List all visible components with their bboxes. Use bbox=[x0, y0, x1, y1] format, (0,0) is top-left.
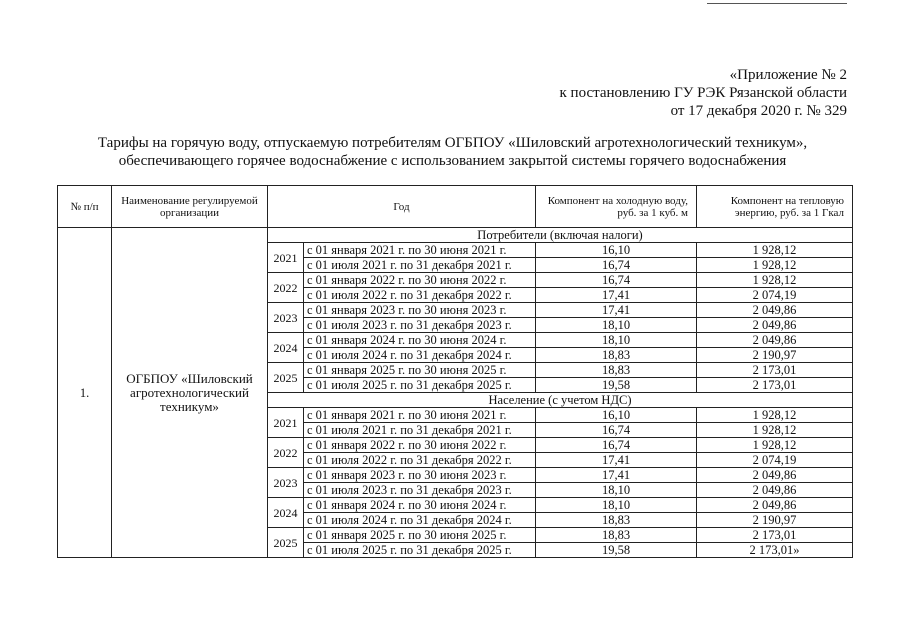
heat-energy-cell: 2 173,01 bbox=[697, 528, 853, 543]
period-cell: с 01 января 2024 г. по 30 июня 2024 г. bbox=[304, 333, 536, 348]
heat-energy-cell: 2 074,19 bbox=[697, 288, 853, 303]
cold-water-cell: 18,83 bbox=[536, 363, 697, 378]
cold-water-cell: 17,41 bbox=[536, 303, 697, 318]
cold-water-cell: 18,83 bbox=[536, 528, 697, 543]
period-cell: с 01 июля 2021 г. по 31 декабря 2021 г. bbox=[304, 258, 536, 273]
heat-energy-cell: 2 049,86 bbox=[697, 303, 853, 318]
heat-energy-cell: 2 049,86 bbox=[697, 468, 853, 483]
cold-water-cell: 16,10 bbox=[536, 408, 697, 423]
period-cell: с 01 января 2023 г. по 30 июня 2023 г. bbox=[304, 303, 536, 318]
year-cell: 2021 bbox=[268, 408, 304, 438]
appendix-line-2: к постановлению ГУ РЭК Рязанской области bbox=[559, 85, 847, 101]
period-cell: с 01 июля 2025 г. по 31 декабря 2025 г. bbox=[304, 378, 536, 393]
header-cold: Компонент на холодную воду, руб. за 1 куб. м bbox=[536, 186, 697, 228]
cold-water-cell: 19,58 bbox=[536, 543, 697, 558]
cold-water-cell: 18,10 bbox=[536, 483, 697, 498]
section-row bbox=[58, 228, 853, 243]
year-cell: 2021 bbox=[268, 243, 304, 273]
cold-water-cell: 18,10 bbox=[536, 333, 697, 348]
appendix-line-3: от 17 декабря 2020 г. № 329 bbox=[670, 103, 847, 119]
year-cell: 2025 bbox=[268, 528, 304, 558]
organization-name: ОГБПОУ «Шиловский агротехнологический техникум» bbox=[112, 228, 268, 558]
tariff-table bbox=[57, 185, 853, 558]
cold-water-cell: 16,10 bbox=[536, 243, 697, 258]
heat-energy-cell: 1 928,12 bbox=[697, 243, 853, 258]
cold-water-cell: 18,83 bbox=[536, 513, 697, 528]
period-cell: с 01 января 2022 г. по 30 июня 2022 г. bbox=[304, 438, 536, 453]
year-cell: 2024 bbox=[268, 333, 304, 363]
year-cell: 2024 bbox=[268, 498, 304, 528]
cold-water-cell: 17,41 bbox=[536, 453, 697, 468]
heat-energy-cell: 2 173,01» bbox=[697, 543, 853, 558]
cold-water-cell: 17,41 bbox=[536, 468, 697, 483]
year-cell: 2023 bbox=[268, 468, 304, 498]
period-cell: с 01 января 2024 г. по 30 июня 2024 г. bbox=[304, 498, 536, 513]
header-org: Наименование регулируемой организации bbox=[112, 186, 268, 228]
year-cell: 2022 bbox=[268, 438, 304, 468]
heat-energy-cell: 2 074,19 bbox=[697, 453, 853, 468]
document-title bbox=[0, 134, 905, 170]
heat-energy-cell: 2 190,97 bbox=[697, 513, 853, 528]
cold-water-cell: 19,58 bbox=[536, 378, 697, 393]
cold-water-cell: 18,83 bbox=[536, 348, 697, 363]
heat-energy-cell: 2 049,86 bbox=[697, 483, 853, 498]
heat-energy-cell: 1 928,12 bbox=[697, 438, 853, 453]
period-cell: с 01 июля 2024 г. по 31 декабря 2024 г. bbox=[304, 513, 536, 528]
heat-energy-cell: 1 928,12 bbox=[697, 408, 853, 423]
table-header-row bbox=[58, 186, 853, 228]
year-cell: 2022 bbox=[268, 273, 304, 303]
header-num: № п/п bbox=[58, 186, 112, 228]
heat-energy-cell: 2 049,86 bbox=[697, 333, 853, 348]
heat-energy-cell: 2 173,01 bbox=[697, 378, 853, 393]
period-cell: с 01 января 2022 г. по 30 июня 2022 г. bbox=[304, 273, 536, 288]
heat-energy-cell: 2 173,01 bbox=[697, 363, 853, 378]
corner-rule bbox=[707, 3, 847, 4]
title-line-1: Тарифы на горячую воду, отпускаемую потребителям ОГБПОУ «Шиловский агротехнологический техникум», bbox=[97, 135, 808, 151]
period-cell: с 01 января 2025 г. по 30 июня 2025 г. bbox=[304, 528, 536, 543]
cold-water-cell: 16,74 bbox=[536, 258, 697, 273]
row-number: 1. bbox=[58, 228, 112, 558]
title-line-2: обеспечивающего горячее водоснабжение с использованием закрытой системы горячего водоснабжения bbox=[118, 153, 787, 169]
period-cell: с 01 июля 2023 г. по 31 декабря 2023 г. bbox=[304, 318, 536, 333]
appendix-block bbox=[560, 66, 847, 120]
header-heat: Компонент на тепловую энергию, руб. за 1 Гкал bbox=[697, 186, 853, 228]
section-title: Население (с учетом НДС) bbox=[268, 393, 853, 408]
period-cell: с 01 января 2025 г. по 30 июня 2025 г. bbox=[304, 363, 536, 378]
period-cell: с 01 января 2023 г. по 30 июня 2023 г. bbox=[304, 468, 536, 483]
period-cell: с 01 июля 2024 г. по 31 декабря 2024 г. bbox=[304, 348, 536, 363]
year-cell: 2023 bbox=[268, 303, 304, 333]
table-body bbox=[58, 228, 853, 558]
period-cell: с 01 января 2021 г. по 30 июня 2021 г. bbox=[304, 243, 536, 258]
period-cell: с 01 июля 2021 г. по 31 декабря 2021 г. bbox=[304, 423, 536, 438]
period-cell: с 01 июля 2022 г. по 31 декабря 2022 г. bbox=[304, 453, 536, 468]
year-cell: 2025 bbox=[268, 363, 304, 393]
cold-water-cell: 16,74 bbox=[536, 273, 697, 288]
heat-energy-cell: 1 928,12 bbox=[697, 423, 853, 438]
period-cell: с 01 июля 2025 г. по 31 декабря 2025 г. bbox=[304, 543, 536, 558]
period-cell: с 01 июля 2023 г. по 31 декабря 2023 г. bbox=[304, 483, 536, 498]
period-cell: с 01 июля 2022 г. по 31 декабря 2022 г. bbox=[304, 288, 536, 303]
section-title: Потребители (включая налоги) bbox=[268, 228, 853, 243]
cold-water-cell: 18,10 bbox=[536, 318, 697, 333]
heat-energy-cell: 1 928,12 bbox=[697, 273, 853, 288]
header-year: Год bbox=[268, 186, 536, 228]
cold-water-cell: 16,74 bbox=[536, 438, 697, 453]
heat-energy-cell: 2 049,86 bbox=[697, 318, 853, 333]
heat-energy-cell: 2 190,97 bbox=[697, 348, 853, 363]
period-cell: с 01 января 2021 г. по 30 июня 2021 г. bbox=[304, 408, 536, 423]
cold-water-cell: 18,10 bbox=[536, 498, 697, 513]
cold-water-cell: 16,74 bbox=[536, 423, 697, 438]
cold-water-cell: 17,41 bbox=[536, 288, 697, 303]
heat-energy-cell: 1 928,12 bbox=[697, 258, 853, 273]
appendix-line-1: «Приложение № 2 bbox=[729, 67, 847, 83]
heat-energy-cell: 2 049,86 bbox=[697, 498, 853, 513]
